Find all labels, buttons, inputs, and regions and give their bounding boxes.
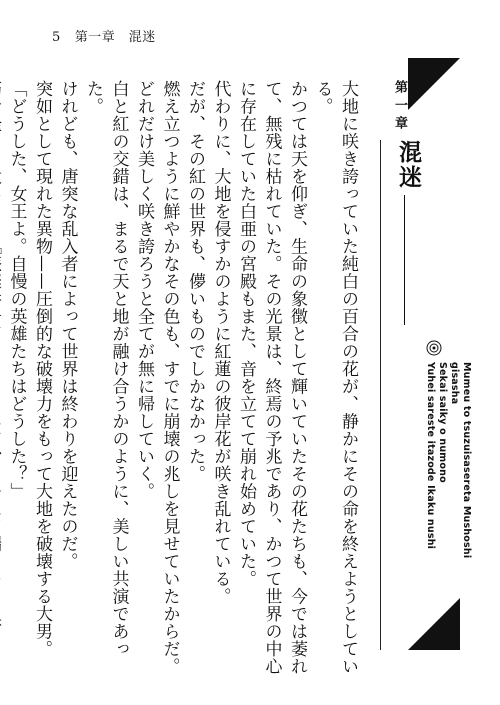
running-head <box>52 26 156 45</box>
paragraph: 代わりに、大地を侵すかのように紅蓮の彼岸花が咲き乱れている。 <box>210 80 231 605</box>
paragraph: 燃え立つように鮮やかなその色も、すでに崩壊の兆しを見せていたからだ。 <box>159 80 180 675</box>
paragraph: どれだけ美しく咲き誇ろうと全てが無に帰していく。 <box>134 80 154 500</box>
corner-triangle-bottom <box>408 598 460 650</box>
series-title-line: Mumeu to tsuzuisasereta Mushoshi gisasha <box>449 362 472 559</box>
paragraph <box>0 80 3 680</box>
paragraph: 突如として現れた異物——圧倒的な破壊力をもって大地を破壊する大男。 <box>32 80 52 658</box>
paragraph: 白と紅の交錯は、まるで天と地が融け合うかのように、美しい共演であった。 <box>83 80 129 658</box>
paragraph: だが、その紅の世界も、儚いものでしかなかった。 <box>185 80 205 483</box>
column-divider <box>380 140 381 650</box>
chapter-title: 混迷 <box>395 140 421 190</box>
page-number: 5 <box>52 30 61 45</box>
body-text <box>6 80 360 680</box>
series-title <box>424 362 472 582</box>
paragraph: 大地に咲き誇っていた純白の百合の花が、静かにその命を終えようとしている。 <box>312 80 358 675</box>
emblem-icon <box>426 340 442 356</box>
paragraph: かつては天を仰ぎ、生命の象徴として輝いていたその花たちも、今では萎れて、無残に枯れていた。その光景は、終焉の予兆であり、かつて世界の中心に存在していた白亜の宮殿もまた、音を立てて崩れ始めていた。 <box>236 80 307 675</box>
corner-triangle-top <box>408 58 460 110</box>
running-head-chapter: 第一章 混迷 <box>74 30 156 45</box>
title-rule <box>404 195 405 325</box>
paragraph: けれども、唐突な乱入者によって世界は終わりを迎えたのだ。 <box>57 80 78 570</box>
series-title-line: Sekai saiky o numono <box>437 362 448 483</box>
paragraph: 「どうした、女王よ。自慢の英雄たちはどうした？」 <box>6 80 27 500</box>
chapter-label: 第一章 <box>392 80 407 134</box>
series-title-line: Yuhei sareste itazode Ikaku nushi <box>425 362 436 550</box>
